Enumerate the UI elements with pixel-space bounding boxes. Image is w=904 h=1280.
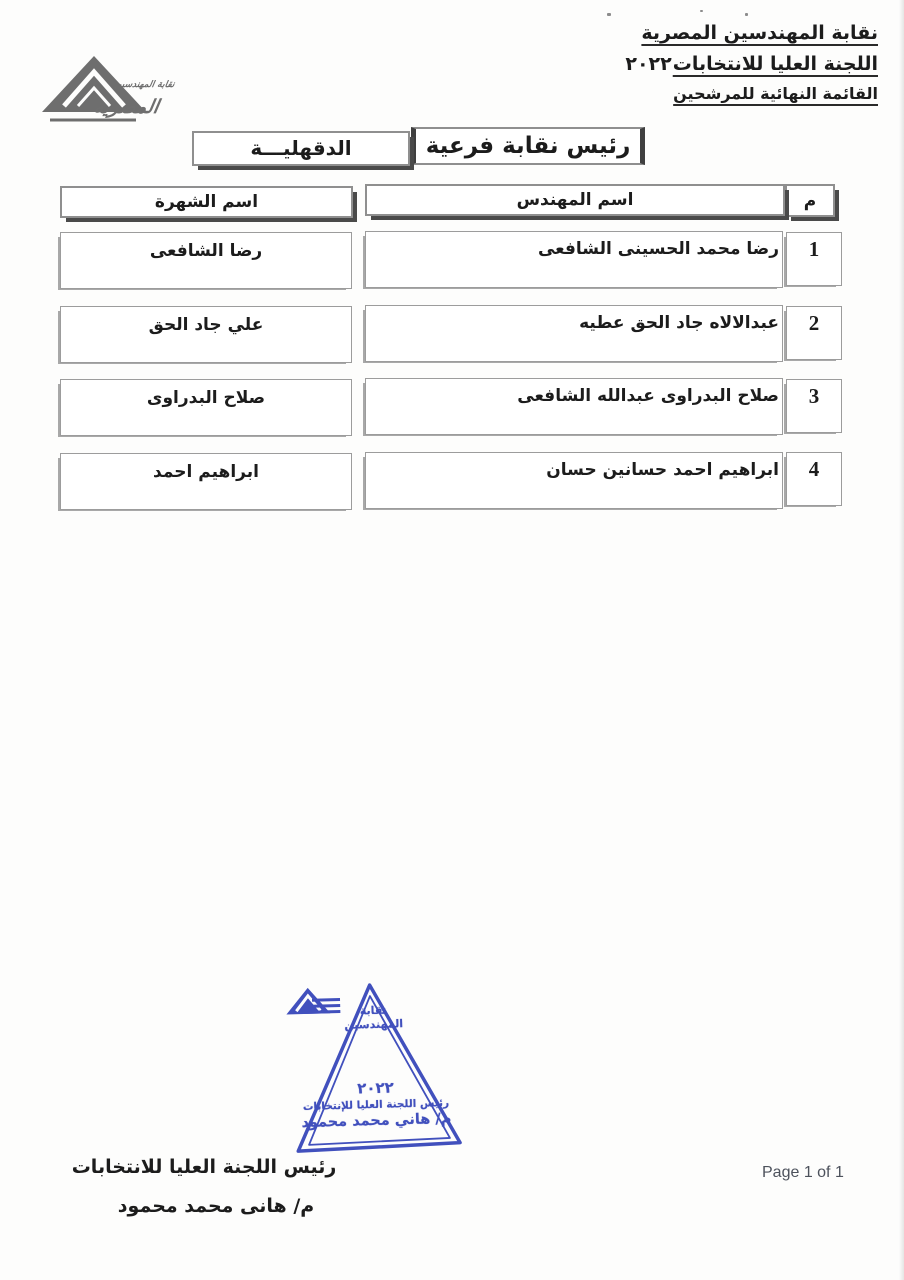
scan-speck (607, 13, 611, 16)
column-header-number: م (785, 184, 835, 217)
header-committee-line (625, 53, 878, 75)
header-org-line: نقابة المهندسين المصرية (641, 22, 878, 44)
row-number-cell: 2 (786, 306, 842, 360)
title-position-box: رئيس نقابة فرعية (411, 127, 645, 165)
engineer-name-cell: عبدالالاه جاد الحق عطيه (365, 305, 783, 362)
scan-edge-shadow (899, 0, 904, 1280)
header-list-title: القائمة النهائية للمرشحين (673, 84, 878, 103)
signature-block (58, 1156, 350, 1217)
row-number-cell: 4 (786, 452, 842, 506)
column-header-famous-name: اسم الشهرة (60, 186, 353, 218)
stamp-signatory-name: م/ هاني محمد محمود (301, 1110, 452, 1132)
title-governorate-box: الدقهليـــة (192, 131, 410, 166)
engineer-name-cell: صلاح البدراوى عبدالله الشافعى (365, 378, 783, 435)
engineers-syndicate-logo (36, 50, 176, 140)
logo-caption-top: نقابة المهندسين (113, 80, 175, 90)
scan-speck (700, 10, 703, 12)
row-number-cell: 3 (786, 379, 842, 433)
column-header-engineer-name: اسم المهندس (365, 184, 785, 216)
stamp-org-line1: نقابة (359, 1003, 387, 1018)
famous-name-cell: صلاح البدراوى (60, 379, 352, 436)
header-year: ٢٠٢٢ (625, 53, 672, 75)
header-committee-text: اللجنة العليا للانتخابات (672, 53, 878, 75)
signature-name: م/ هانى محمد محمود (117, 1195, 315, 1217)
famous-name-cell: ابراهيم احمد (60, 453, 352, 510)
scan-speck (745, 13, 748, 16)
signature-title: رئيس اللجنة العليا للانتخابات (71, 1156, 337, 1178)
stamp-org-line2: المهندسين (344, 1017, 404, 1032)
famous-name-cell: علي جاد الحق (60, 306, 352, 363)
stamp-year: ٢٠٢٢ (356, 1078, 395, 1098)
row-number-cell: 1 (786, 232, 842, 286)
famous-name-cell: رضا الشافعى (60, 232, 352, 289)
document-header (625, 22, 878, 112)
engineer-name-cell: ابراهيم احمد حسانين حسان (365, 452, 783, 509)
logo-caption-bottom: المصرية (91, 96, 160, 118)
engineer-name-cell: رضا محمد الحسينى الشافعى (365, 231, 783, 288)
election-committee-stamp (284, 980, 467, 1161)
stamp-pyramid-icon (284, 983, 345, 1023)
stamp-title: رئيس اللجنة العليا للإنتخابات (302, 1096, 450, 1114)
syndicate-pyramid-icon (36, 50, 176, 140)
page-number-label: Page 1 of 1 (762, 1164, 844, 1181)
